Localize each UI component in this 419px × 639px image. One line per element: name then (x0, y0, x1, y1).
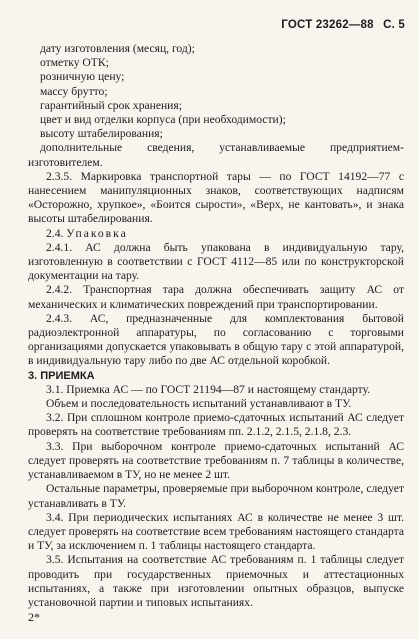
list-item: высоту штабелирования; (40, 127, 163, 141)
paragraph-3-1: 3.1. Приемка АС — по ГОСТ 21194—87 и настоящему стандарту. (46, 382, 371, 396)
signature-mark: 2* (28, 610, 40, 624)
gost-number: ГОСТ 23262—88 (281, 19, 374, 31)
subsection-number: 2.4. (46, 226, 64, 240)
document-body (28, 42, 404, 610)
list-item: цвет и вид отделки корпуса (при необходимости); (40, 113, 286, 127)
paragraph-2-3-5: 2.3.5. Маркировка транспортной тары — по ГОСТ 14192—77 с нанесением манипуляционных знаков, соответствующих надписям «Осторожно, хрупкое», «Боится сырости», «Верх, не кантовать», и знака высоты штабелирования. (28, 169, 404, 226)
paragraph-2-4-3: 2.4.3. АС, предназначенные для комплектования бытовой радиоэлектронной аппаратуры, по согласованию с торговыми организациями допускается упаковывать в общую тару с этой аппаратурой, в индивидуальную тару либо по две АС отдельной коробкой. (28, 311, 404, 368)
section-3-heading: 3. ПРИЕМКА (28, 369, 95, 382)
paragraph-3-1-continued: Объем и последовательность испытаний устанавливают в ТУ. (46, 397, 352, 411)
list-item: отметку ОТК; (40, 56, 109, 70)
paragraph-2-4-1: 2.4.1. АС должна быть упакована в индивидуальную тару, изготовленную в соответствии с ГОСТ 4112—85 или по конструкторской документации на тару. (28, 240, 404, 283)
paragraph-2-4-2: 2.4.2. Транспортная тара должна обеспечивать защиту АС от механических и климатических повреждений при транспортировании. (28, 283, 404, 311)
paragraph-3-2: 3.2. При сплошном контроле приемо-сдаточных испытаний АС следует проверять на соответствие требованиям пп. 2.1.2, 2.1.5, 2.1.8, 2.3. (28, 411, 404, 439)
paragraph-3-4: 3.4. При периодических испытаниях АС в количестве не менее 3 шт. следует проверять на соответствие всем требованиям настоящего стандарта и ТУ, за исключением п. 1 таблицы настоящего стандарта. (28, 510, 404, 553)
list-item: дату изготовления (месяц, год); (40, 42, 195, 55)
paragraph-3-5: 3.5. Испытания на соответствие АС требованиям п. 1 таблицы следует проводить при государственных приемочных и аттестационных испытаниях, а также при изготовлении опытных образцов, выпуске установочной партии и типовых испытаниях. (28, 553, 404, 609)
list-item: розничную цену; (40, 70, 125, 84)
subsection-2-4-heading (28, 227, 404, 241)
list-item: гарантийный срок хранения; (40, 98, 182, 112)
running-header (275, 19, 405, 31)
paragraph-3-3-continued: Остальные параметры, проверяемые при выборочном контроле, следует устанавливать в ТУ. (28, 482, 404, 510)
list-item: дополнительные сведения, устанавливаемые предприятием-изготовителем. (28, 141, 404, 169)
page-number: С. 5 (383, 19, 405, 31)
subsection-title: Упаковка (66, 226, 128, 240)
paragraph-3-3: 3.3. При выборочном контроле приемо-сдаточных испытаний АС следует проверять на соответствие требованиям п. 7 таблицы в количестве, устанавливаемом в ТУ, но не менее 2 шт. (28, 439, 404, 482)
list-item: массу брутто; (40, 84, 108, 98)
